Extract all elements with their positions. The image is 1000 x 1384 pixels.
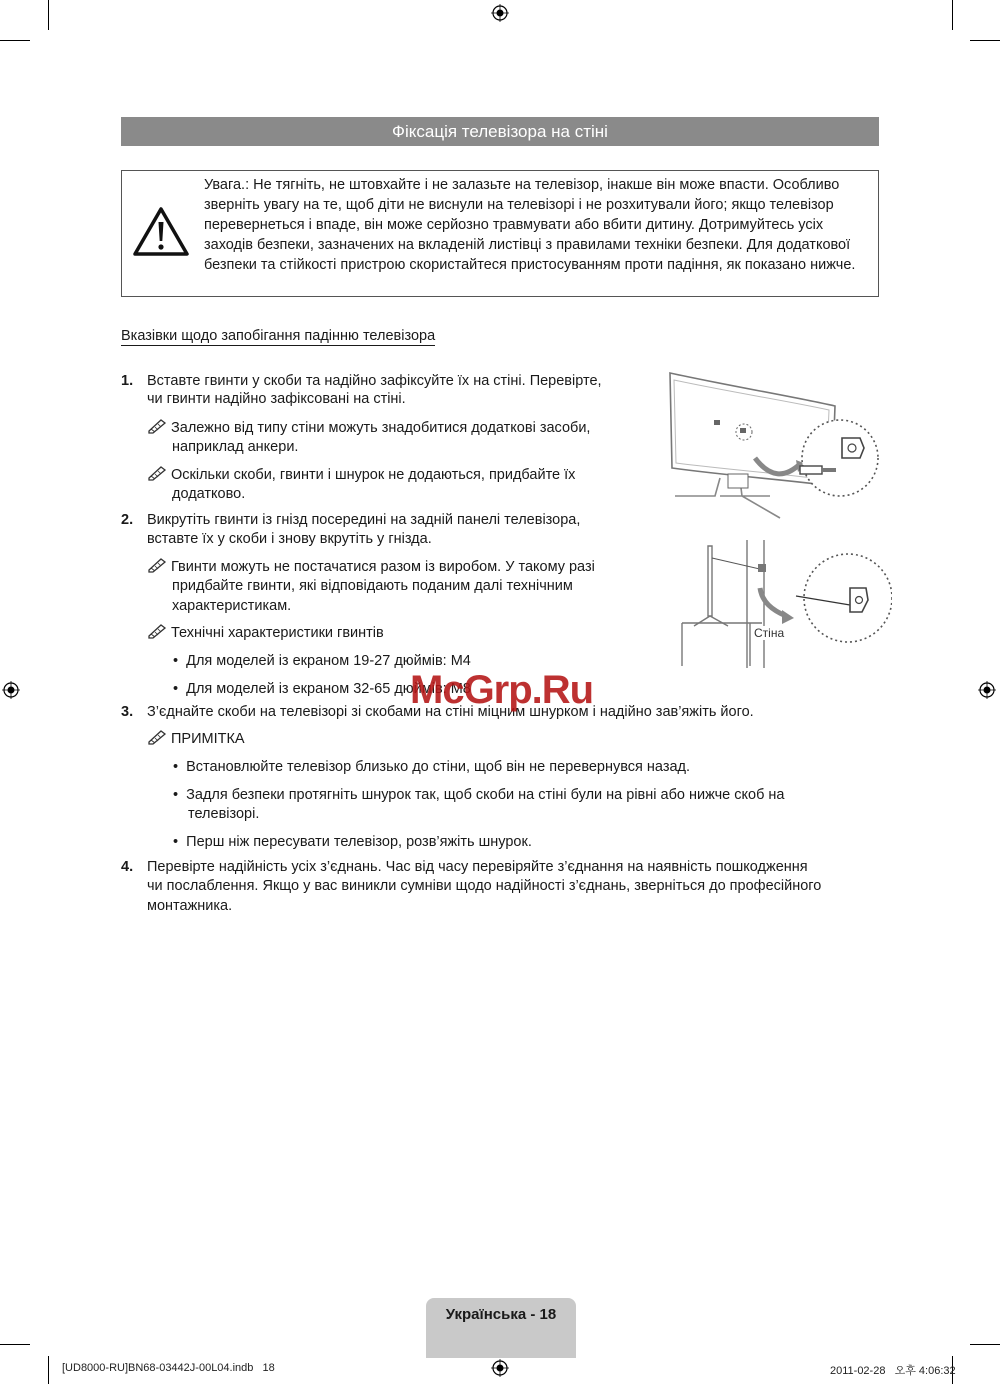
step-number: 3.	[121, 704, 134, 720]
registration-mark-icon	[2, 681, 20, 699]
list-item: • Для моделей із екраном 32-65 дюймів: M8	[173, 681, 471, 697]
bullet-text: Задля безпеки протягніть шнурок так, щоб скоби на стіні були на рівні або нижче скоб на	[186, 787, 785, 803]
note-text-line: придбайте гвинти, які відповідають поданим далі технічним	[172, 578, 573, 594]
bullet-text: Перш ніж пересувати телевізор, розв’яжіть шнурок.	[186, 834, 532, 850]
warning-box	[121, 170, 879, 297]
list-item: • Задля безпеки протягніть шнурок так, щоб скоби на стіні були на рівні або нижче скоб на	[173, 787, 785, 803]
note-pencil-icon	[147, 557, 169, 573]
watermark: McGrp.Ru	[410, 668, 594, 712]
note-item	[147, 623, 384, 643]
crop-mark	[0, 40, 30, 41]
list-item: • Встановлюйте телевізор близько до стіни, щоб він не перевернувся назад.	[173, 759, 691, 775]
step-text-line: Вставте гвинти у скоби та надійно зафіксуйте їх на стіні. Перевірте,	[147, 373, 602, 389]
bullet-text: Для моделей із екраном 19-27 дюймів: M4	[186, 653, 471, 669]
page-title: Фіксація телевізора на стіні	[121, 117, 879, 146]
section-heading: Вказівки щодо запобігання падінню телевізора	[121, 328, 436, 344]
bullet-text: телевізорі.	[188, 806, 260, 822]
list-item: • Для моделей із екраном 19-27 дюймів: M4	[173, 653, 471, 669]
step-text-line: Перевірте надійність усіх з’єднань. Час від часу перевіряйте з’єднання на наявність пошкодження	[147, 859, 808, 875]
page-number-label: Українська - 18	[445, 1306, 557, 1323]
crop-mark	[952, 0, 953, 30]
crop-mark	[48, 0, 49, 30]
note-pencil-icon	[147, 729, 169, 745]
step-text-line: чи послаблення. Якщо у вас виникли сумніви щодо надійності з’єднань, зверніться до професійного	[147, 878, 822, 894]
note-text-line: Залежно від типу стіни можуть знадобитися додаткові засоби,	[171, 420, 591, 436]
warning-triangle-icon	[132, 205, 190, 257]
crop-mark	[970, 1344, 1000, 1345]
crop-mark	[48, 1356, 49, 1384]
list-item: • Перш ніж пересувати телевізор, розв’яжіть шнурок.	[173, 834, 532, 850]
note-text-line: Оскільки скоби, гвинти і шнурок не додаються, придбайте їх	[171, 467, 576, 483]
note-text-line: наприклад анкери.	[172, 439, 299, 455]
note-item	[147, 465, 575, 485]
registration-mark-icon	[491, 4, 509, 22]
tv-rear-bracket-illustration	[660, 368, 880, 533]
warning-label: Увага	[204, 177, 242, 193]
note-text-line: Технічні характеристики гвинтів	[171, 625, 384, 641]
note-item	[147, 729, 245, 749]
note-text-line: Гвинти можуть не постачатися разом із виробом. У такому разі	[171, 559, 595, 575]
bullet-text: Встановлюйте телевізор близько до стіни, щоб він не перевернувся назад.	[186, 759, 691, 775]
bullet-text: Для моделей із екраном 32-65 дюймів: M8	[186, 681, 471, 697]
tv-wall-side-illustration	[672, 538, 892, 668]
note-text-line: характеристикам.	[172, 598, 292, 614]
step-number: 1.	[121, 373, 134, 389]
step-text-line: монтажника.	[147, 898, 233, 914]
registration-mark-icon	[491, 1359, 509, 1377]
wall-label: Стіна	[754, 626, 785, 640]
note-pencil-icon	[147, 623, 169, 639]
note-pencil-icon	[147, 418, 169, 434]
step-text-line: чи гвинти надійно зафіксовані на стіні.	[147, 391, 406, 407]
note-pencil-icon	[147, 465, 169, 481]
note-title: ПРИМІТКА	[171, 731, 245, 747]
step-number: 4.	[121, 859, 134, 875]
print-timestamp: 2011-02-28 오후 4:06:32	[830, 1365, 956, 1377]
crop-mark	[970, 40, 1000, 41]
note-item	[147, 557, 595, 577]
step-text-line: З’єднайте скоби на телевізорі зі скобами на стіні міцним шнурком і надійно зав’яжіть його.	[147, 704, 754, 720]
warning-text	[204, 175, 869, 275]
step-number: 2.	[121, 512, 134, 528]
crop-mark	[0, 1344, 30, 1345]
note-item	[147, 418, 590, 438]
warning-body: .: Не тягніть, не штовхайте і не залазьте на телевізор, інакше він може впасти. Особливо зверніть увагу на те, щоб діти не виснули на телевізорі і не розхитували його; якщо телевізор перевернеться і впаде, він може серйозно травмувати або вбити дитину. Дотримуйтесь усіх заходів безпеки, зазначених на вкладеній листівці з правилами техніки безпеки. Для додаткової безпеки та стійкості пристрою скористайтеся пристосуванням проти падіння, як показано нижче.	[204, 177, 856, 273]
registration-mark-icon	[978, 681, 996, 699]
file-info: [UD8000-RU]BN68-03442J-00L04.indb 18	[62, 1362, 275, 1374]
note-text-line: додатково.	[172, 486, 246, 502]
step-text-line: вставте їх у скоби і знову вкрутіть у гнізда.	[147, 531, 432, 547]
step-text-line: Викрутіть гвинти із гнізд посередині на задній панелі телевізора,	[147, 512, 581, 528]
